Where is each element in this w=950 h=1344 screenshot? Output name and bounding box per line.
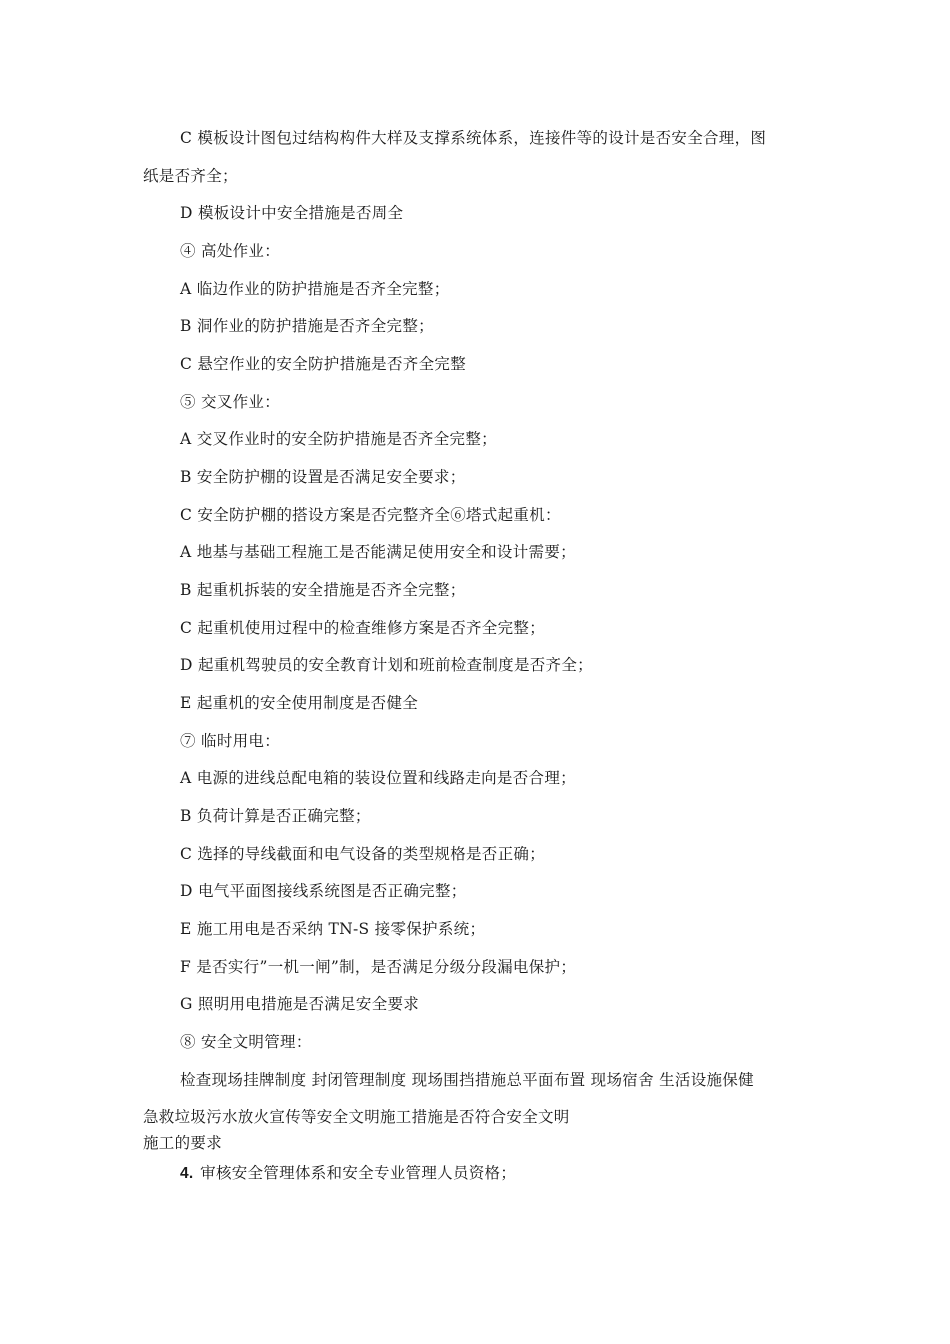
section-heading: ④ 高处作业：	[180, 242, 281, 260]
text-line: C 模板设计图包过结构构件大样及支撑系统体系，连接件等的设计是否安全合理，图	[180, 129, 767, 147]
text-line: D 电气平面图接线系统图是否正确完整；	[180, 882, 467, 900]
text-line: B 起重机拆装的安全措施是否齐全完整；	[180, 581, 466, 599]
text-line: B 洞作业的防护措施是否齐全完整；	[180, 317, 434, 335]
text-line: F 是否实行”一机一闸”制，是否满足分级分段漏电保护；	[180, 958, 577, 976]
text-line: C 悬空作业的安全防护措施是否齐全完整	[180, 355, 466, 373]
text-line: A 临边作业的防护措施是否齐全完整；	[180, 280, 450, 298]
text-line: 检查现场挂牌制度 封闭管理制度 现场围挡措施总平面布置 现场宿舍 生活设施保健	[180, 1071, 754, 1089]
text-line: D 模板设计中安全措施是否周全	[180, 204, 404, 222]
text-line: A 电源的进线总配电箱的装设位置和线路走向是否合理；	[180, 769, 576, 787]
section-heading: ⑤ 交叉作业：	[180, 393, 281, 411]
text-line: C 选择的导线截面和电气设备的类型规格是否正确；	[180, 845, 545, 863]
section-heading: ⑦ 临时用电：	[180, 732, 281, 750]
text-line: B 安全防护棚的设置是否满足安全要求；	[180, 468, 466, 486]
text-line: 施工的要求	[143, 1134, 223, 1152]
text-line: D 起重机驾驶员的安全教育计划和班前检查制度是否齐全；	[180, 656, 593, 674]
text-line: E 施工用电是否采纳 TN-S 接零保护系统；	[180, 920, 486, 938]
heading-text: 审核安全管理体系和安全专业管理人员资格；	[200, 1165, 517, 1182]
text-line: A 交叉作业时的安全防护措施是否齐全完整；	[180, 430, 497, 448]
text-line: C 起重机使用过程中的检查维修方案是否齐全完整；	[180, 619, 545, 637]
numbered-heading	[180, 1163, 516, 1185]
text-line: G 照明用电措施是否满足安全要求	[180, 995, 420, 1013]
heading-number: 4.	[180, 1165, 194, 1182]
text-line: E 起重机的安全使用制度是否健全	[180, 694, 419, 712]
text-line: B 负荷计算是否正确完整；	[180, 807, 371, 825]
text-line: 纸是否齐全；	[143, 167, 238, 185]
text-line: A 地基与基础工程施工是否能满足使用安全和设计需要；	[180, 543, 576, 561]
text-line: 急救垃圾污水放火宣传等安全文明施工措施是否符合安全文明	[143, 1108, 570, 1126]
text-line: C 安全防护棚的搭设方案是否完整齐全⑥塔式起重机：	[180, 506, 561, 524]
section-heading: ⑧ 安全文明管理：	[180, 1033, 312, 1051]
